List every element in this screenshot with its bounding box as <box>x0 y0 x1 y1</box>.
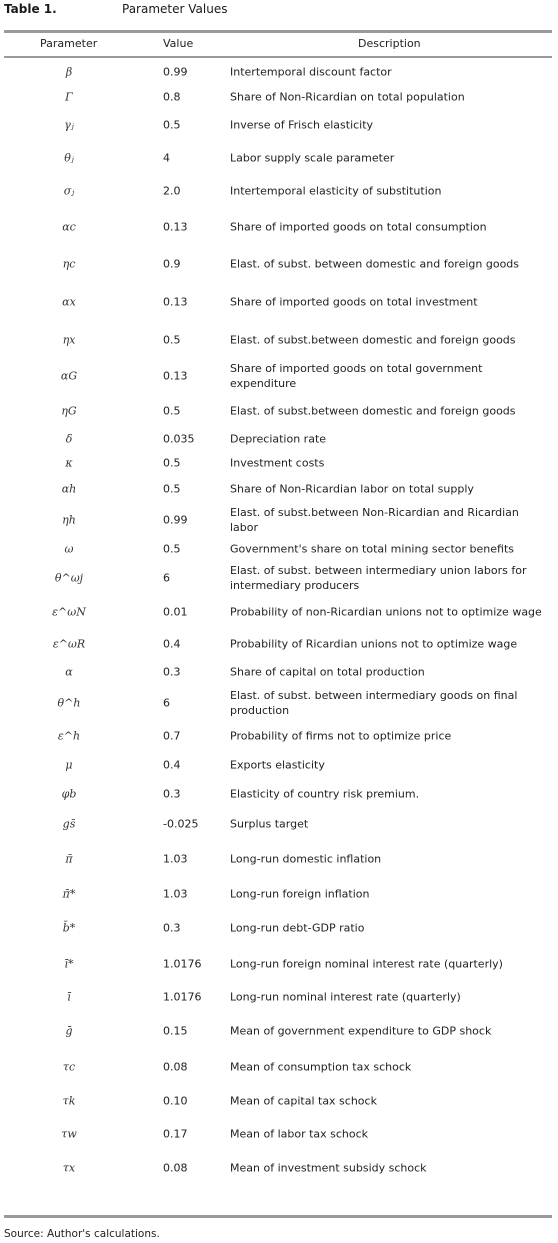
table-body <box>4 58 552 1186</box>
parameter-description: Long-run nominal interest rate (quarterly) <box>230 990 461 1004</box>
parameter-description: Probability of non-Ricardian unions not to optimize wage <box>230 605 542 619</box>
parameter-value: 0.5 <box>163 482 181 496</box>
parameter-symbol: ω <box>64 542 74 556</box>
table-row <box>4 878 552 910</box>
parameter-symbol: θ^ωj <box>54 571 84 585</box>
parameter-value: 0.10 <box>163 1094 188 1108</box>
parameter-value: 0.5 <box>163 404 181 418</box>
parameter-description: Share of capital on total production <box>230 665 425 679</box>
parameter-symbol: ηc <box>62 257 76 271</box>
table-row <box>4 86 552 108</box>
parameter-value: 0.4 <box>163 758 181 772</box>
parameter-symbol: gs̄ <box>62 817 76 831</box>
parameter-description: Mean of government expenditure to GDP shock <box>230 1024 492 1038</box>
parameter-value: 0.3 <box>163 665 181 679</box>
table-row <box>4 1084 552 1118</box>
parameter-description: Probability of Ricardian unions not to optimize wage <box>230 637 518 651</box>
parameter-symbol: ε^ωR <box>52 637 86 651</box>
parameter-value: 0.13 <box>163 295 188 309</box>
header-value: Value <box>163 37 194 50</box>
parameter-symbol: γⱼ <box>64 118 74 132</box>
table-row <box>4 174 552 208</box>
parameter-value: -0.025 <box>163 817 199 831</box>
table-row <box>4 1150 552 1186</box>
table-row <box>4 660 552 684</box>
table-row <box>4 108 552 142</box>
parameter-value: 0.13 <box>163 220 188 234</box>
parameter-symbol: ī* <box>64 957 74 971</box>
source-note: Source: Author's calculations. <box>4 1228 160 1240</box>
table-row <box>4 1118 552 1150</box>
parameter-value: 0.5 <box>163 333 181 347</box>
parameter-symbol: θⱼ <box>64 151 74 165</box>
parameter-symbol: αh <box>61 482 77 496</box>
parameter-value: 1.03 <box>163 852 188 866</box>
table-caption <box>4 2 554 20</box>
parameter-symbol: ε^h <box>57 729 81 743</box>
parameter-value: 0.4 <box>163 637 181 651</box>
parameter-symbol: μ <box>65 758 73 772</box>
parameter-value: 0.08 <box>163 1161 188 1175</box>
table-row <box>4 428 552 450</box>
parameter-symbol: ī <box>67 990 71 1004</box>
parameter-symbol: σⱼ <box>63 184 75 198</box>
parameter-symbol: Γ <box>65 90 73 104</box>
table-row <box>4 722 552 750</box>
table-row <box>4 142 552 174</box>
header-parameter: Parameter <box>40 37 98 50</box>
table-row <box>4 358 552 394</box>
parameter-value: 6 <box>163 571 170 585</box>
table-row <box>4 502 552 538</box>
top-rule <box>4 30 552 33</box>
parameter-description: Probability of firms not to optimize price <box>230 729 452 743</box>
parameter-description: Investment costs <box>230 456 325 470</box>
parameter-symbol: αc <box>62 220 76 234</box>
parameter-symbol: ε^ωN <box>52 605 86 619</box>
table-row <box>4 1050 552 1084</box>
parameter-description: Elast. of subst. between domestic and foreign goods <box>230 257 520 271</box>
parameter-description: Government's share on total mining sector benefits <box>230 542 515 556</box>
parameter-symbol: ηx <box>62 333 76 347</box>
table-row <box>4 840 552 878</box>
table-row <box>4 628 552 660</box>
parameter-value: 0.01 <box>163 605 188 619</box>
parameter-value: 0.3 <box>163 787 181 801</box>
parameter-description: Mean of capital tax schock <box>230 1094 377 1108</box>
table-row <box>4 780 552 808</box>
parameter-value: 0.15 <box>163 1024 188 1038</box>
parameter-value: 0.035 <box>163 432 195 446</box>
parameter-description: Elasticity of country risk premium. <box>230 787 420 801</box>
parameter-symbol: τw <box>61 1127 77 1141</box>
parameter-description: Depreciation rate <box>230 432 327 446</box>
parameter-symbol: π̄ <box>65 852 73 866</box>
parameter-value: 0.5 <box>163 456 181 470</box>
parameter-description: Share of Non-Ricardian labor on total supply <box>230 482 474 496</box>
parameter-description: Mean of labor tax schock <box>230 1127 369 1141</box>
parameter-value: 1.0176 <box>163 990 202 1004</box>
table-row <box>4 246 552 282</box>
table-row <box>4 208 552 246</box>
parameter-value: 0.3 <box>163 921 181 935</box>
parameter-description: Intertemporal discount factor <box>230 65 392 79</box>
parameter-description: Share of imported goods on total investment <box>230 295 478 309</box>
table-row <box>4 910 552 946</box>
parameter-symbol: α <box>65 665 73 679</box>
parameter-description: Mean of consumption tax schock <box>230 1060 412 1074</box>
parameter-value: 0.7 <box>163 729 181 743</box>
parameter-description: Mean of investment subsidy schock <box>230 1161 427 1175</box>
table-title: Parameter Values <box>122 2 228 16</box>
parameter-description: Intertemporal elasticity of substitution <box>230 184 442 198</box>
table-row <box>4 684 552 722</box>
parameter-value: 0.8 <box>163 90 181 104</box>
parameter-description: Long-run domestic inflation <box>230 852 382 866</box>
parameter-symbol: τx <box>62 1161 76 1175</box>
parameter-value: 1.0176 <box>163 957 202 971</box>
parameter-value: 1.03 <box>163 887 188 901</box>
table-row <box>4 538 552 560</box>
parameter-description: Elast. of subst.between Non-Ricardian and Ricardian labor <box>230 506 519 534</box>
parameter-description: Elast. of subst.between domestic and foreign goods <box>230 333 516 347</box>
parameter-symbol: ḡ <box>65 1024 73 1038</box>
table-number: Table 1. <box>4 2 57 16</box>
parameter-value: 6 <box>163 696 170 710</box>
table-row <box>4 450 552 476</box>
parameter-description: Long-run foreign nominal interest rate (quarterly) <box>230 957 503 971</box>
table-row <box>4 282 552 322</box>
parameter-symbol: ηG <box>61 404 77 418</box>
table-row <box>4 596 552 628</box>
parameter-value: 4 <box>163 151 170 165</box>
parameter-description: Share of Non-Ricardian on total population <box>230 90 465 104</box>
parameter-description: Share of imported goods on total government expenditure <box>230 362 483 390</box>
parameter-description: Surplus target <box>230 817 309 831</box>
table-row <box>4 750 552 780</box>
parameter-value: 0.17 <box>163 1127 188 1141</box>
table-row <box>4 322 552 358</box>
parameter-description: Share of imported goods on total consumption <box>230 220 487 234</box>
parameter-value: 0.99 <box>163 65 188 79</box>
parameter-description: Elast. of subst. between intermediary union labors for intermediary producers <box>230 564 527 592</box>
parameter-symbol: κ <box>65 456 73 470</box>
parameter-symbol: π̄* <box>62 887 76 901</box>
parameter-description: Labor supply scale parameter <box>230 151 395 165</box>
table-row <box>4 946 552 982</box>
parameter-description: Long-run debt-GDP ratio <box>230 921 365 935</box>
parameter-symbol: φb <box>61 787 77 801</box>
parameter-description: Exports elasticity <box>230 758 325 772</box>
parameter-value: 0.5 <box>163 118 181 132</box>
parameter-symbol: θ^h <box>57 696 81 710</box>
parameter-value: 0.13 <box>163 369 188 383</box>
parameter-symbol: τk <box>62 1094 76 1108</box>
parameter-symbol: τc <box>62 1060 76 1074</box>
table-row <box>4 808 552 840</box>
parameter-symbol: αG <box>60 369 78 383</box>
parameter-symbol: b̄* <box>62 921 76 935</box>
parameter-value: 0.08 <box>163 1060 188 1074</box>
parameter-description: Inverse of Frisch elasticity <box>230 118 374 132</box>
table-row <box>4 560 552 596</box>
parameter-symbol: δ <box>65 432 73 446</box>
parameter-description: Elast. of subst.between domestic and foreign goods <box>230 404 516 418</box>
table-row <box>4 394 552 428</box>
parameter-value: 0.5 <box>163 542 181 556</box>
parameter-description: Elast. of subst. between intermediary goods on final production <box>230 689 518 717</box>
table-row <box>4 58 552 86</box>
bottom-rule <box>4 1215 552 1218</box>
header-description: Description <box>358 37 421 50</box>
parameter-value: 0.9 <box>163 257 181 271</box>
parameter-symbol: αx <box>62 295 76 309</box>
parameter-symbol: ηh <box>62 513 76 527</box>
parameter-value: 2.0 <box>163 184 181 198</box>
parameter-description: Long-run foreign inflation <box>230 887 370 901</box>
parameter-symbol: β <box>65 65 73 79</box>
parameter-value: 0.99 <box>163 513 188 527</box>
table-row <box>4 982 552 1012</box>
table-row <box>4 476 552 502</box>
table-row <box>4 1012 552 1050</box>
